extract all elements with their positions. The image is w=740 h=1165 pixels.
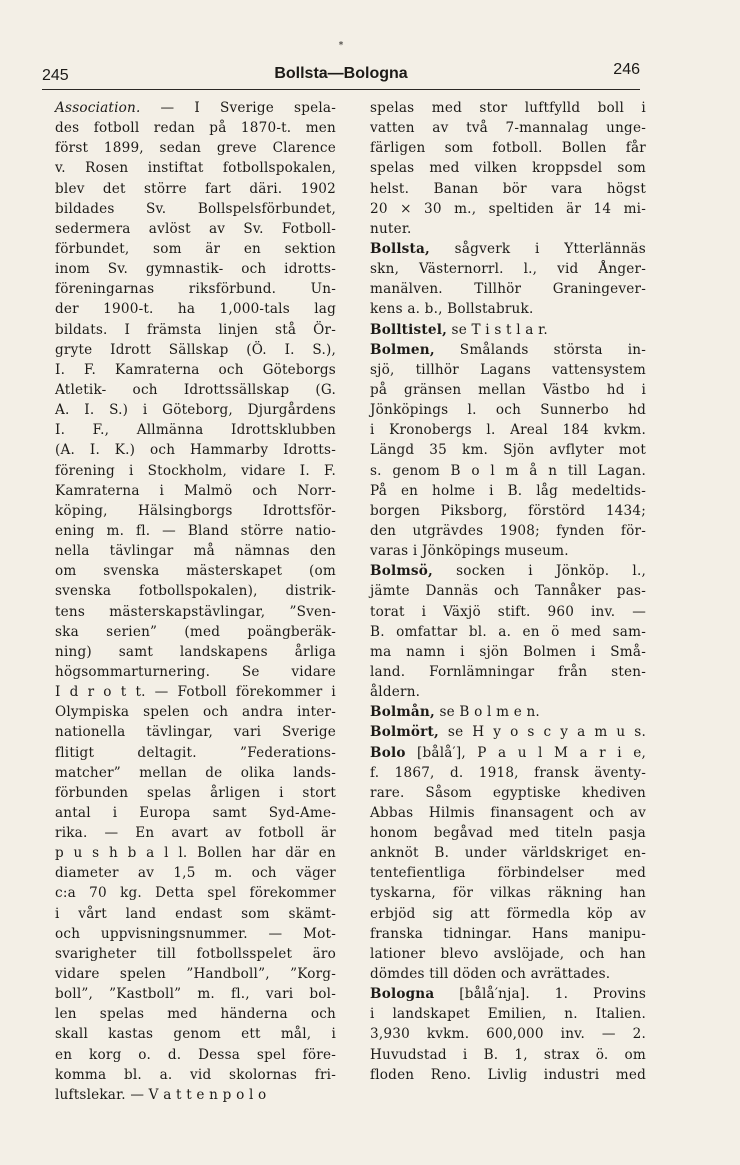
entry-headword: Bolmsö, xyxy=(370,563,433,580)
line-text: bildades Sv. Bollspelsförbundet, xyxy=(55,200,336,217)
line-text: des fotboll redan på 1870-t. men xyxy=(55,120,336,137)
text-line xyxy=(55,360,336,380)
line-text: anknöt B. under världskriget en- xyxy=(370,845,646,862)
text-line xyxy=(370,299,646,319)
text-line xyxy=(55,722,336,742)
text-line xyxy=(55,924,336,944)
text-line xyxy=(55,481,336,501)
entry-headword: Bolo xyxy=(370,744,406,761)
text-line xyxy=(370,420,646,440)
line-text: och uppvisningsnummer. — Mot- xyxy=(55,925,336,942)
text-line xyxy=(55,158,336,178)
text-line xyxy=(55,1004,336,1024)
line-text: spelas med vilken kroppsdel som xyxy=(370,160,646,177)
text-line xyxy=(370,783,646,803)
text-line xyxy=(55,682,336,702)
text-line xyxy=(370,320,646,340)
text-line xyxy=(370,722,646,742)
line-text: c:a 70 kg. Detta spel förekommer xyxy=(55,885,336,902)
line-text: i vårt land endast som skämt- xyxy=(55,905,336,922)
line-text: blev det större fart däri. 1902 xyxy=(55,180,336,197)
text-line xyxy=(370,461,646,481)
text-line xyxy=(55,219,336,239)
line-text: f. 1867, d. 1918, fransk äventy- xyxy=(370,764,646,781)
line-text: kens a. b., Bollstabruk. xyxy=(370,301,534,318)
line-text: land. Fornlämningar från sten- xyxy=(370,663,646,680)
line-text: föreningarnas riksförbund. Un- xyxy=(55,281,336,298)
text-line xyxy=(370,622,646,642)
text-line xyxy=(55,279,336,299)
text-line xyxy=(370,581,646,601)
line-text: skall kastas genom ett mål, i xyxy=(55,1026,336,1043)
text-line xyxy=(55,461,336,481)
line-text: sjö, tillhör Lagans vattensystem xyxy=(370,361,646,378)
text-line xyxy=(370,239,646,259)
text-line xyxy=(370,440,646,460)
entry-headword: Bologna xyxy=(370,986,435,1003)
line-text: nuter. xyxy=(370,220,412,237)
text-line xyxy=(370,179,646,199)
entry-headword: Bollsta, xyxy=(370,240,430,257)
line-text: jämte Dannäs och Tannåker pas- xyxy=(370,583,646,600)
line-text: floden Reno. Livlig industri med xyxy=(370,1066,646,1083)
text-line xyxy=(55,622,336,642)
line-text: matcher” mellan de olika lands- xyxy=(55,764,336,781)
line-text: manälven. Tillhör Graningever- xyxy=(370,281,646,298)
entry-headword: Bolltistel, xyxy=(370,321,448,338)
text-line xyxy=(370,602,646,622)
line-text: Längd 35 km. Sjön avflyter mot xyxy=(370,442,646,459)
line-text: en korg o. d. Dessa spel före- xyxy=(55,1046,336,1063)
text-line xyxy=(55,561,336,581)
line-text: se T i s t l a r. xyxy=(447,321,548,338)
text-line xyxy=(370,682,646,702)
text-line xyxy=(55,340,336,360)
text-line xyxy=(370,340,646,360)
line-text: tens mästerskapstävlingar, ”Sven- xyxy=(55,603,336,620)
line-text: spelas med stor luftfylld boll i xyxy=(370,100,646,116)
text-line xyxy=(55,541,336,561)
text-line xyxy=(55,380,336,400)
text-line xyxy=(55,823,336,843)
text-line xyxy=(55,521,336,541)
line-text: förening i Stockholm, vidare I. F. xyxy=(55,462,336,479)
right-column xyxy=(370,98,646,1085)
text-line xyxy=(55,904,336,924)
line-text: erbjöd sig att förmedla köp av xyxy=(370,905,646,922)
text-line xyxy=(370,279,646,299)
text-line xyxy=(55,964,336,984)
entry-headword: Bolmån, xyxy=(370,704,435,721)
line-text: ma namn i sjön Bolmen i Små- xyxy=(370,643,646,660)
text-line xyxy=(370,521,646,541)
entry-headword: Bolmört, xyxy=(370,724,439,741)
header-mark: * xyxy=(338,41,344,51)
line-text: borgen Piksborg, förstörd 1434; xyxy=(370,502,646,519)
line-text: se H y o s c y a m u s. xyxy=(438,724,646,741)
text-line xyxy=(55,662,336,682)
text-line xyxy=(370,199,646,219)
line-text: A. I. S.) i Göteborg, Djurgårdens xyxy=(55,402,336,419)
line-text: boll”, ”Kastboll” m. fl., vari bol- xyxy=(55,986,336,1003)
line-text: Abbas Hilmis finansagent och av xyxy=(370,804,646,821)
text-line xyxy=(370,98,646,118)
line-text: skn, Västernorrl. l., vid Ånger- xyxy=(370,261,646,278)
text-line xyxy=(55,320,336,340)
line-text: rika. — En avart av fotboll är xyxy=(55,825,336,842)
text-line xyxy=(370,501,646,521)
line-text: antal i Europa samt Syd-Ame- xyxy=(55,804,336,821)
line-text: v. Rosen instiftat fotbollspokalen, xyxy=(55,160,336,177)
line-text: åldern. xyxy=(370,684,421,701)
page-number-right: 246 xyxy=(613,61,640,78)
text-line xyxy=(55,501,336,521)
text-line xyxy=(370,380,646,400)
text-line xyxy=(55,239,336,259)
line-text: Olympiska spelen och andra inter- xyxy=(55,704,336,721)
text-line xyxy=(370,823,646,843)
line-text: ska serien” (med poängberäk- xyxy=(55,623,336,640)
text-line xyxy=(370,1045,646,1065)
text-line xyxy=(370,863,646,883)
line-text: på gränsen mellan Västbo hd i xyxy=(370,381,646,398)
line-text: förbundet, som är en sektion xyxy=(55,240,336,257)
line-text: Huvudstad i B. 1, strax ö. om xyxy=(370,1046,646,1063)
line-text: svenska fotbollspokalen), distrik- xyxy=(55,583,336,600)
entry-headword: Association. xyxy=(55,100,141,116)
line-text: (A. I. K.) och Hammarby Idrotts- xyxy=(55,442,336,459)
line-text: torat i Växjö stift. 960 inv. — xyxy=(370,603,646,620)
line-text: se B o l m e n. xyxy=(434,704,540,721)
line-text: ning) samt landskapens årliga xyxy=(55,643,336,660)
text-line xyxy=(370,1065,646,1085)
page-header xyxy=(42,41,640,90)
text-line xyxy=(370,481,646,501)
text-line xyxy=(370,904,646,924)
line-text: i Kronobergs l. Areal 184 kvkm. xyxy=(370,422,646,439)
line-text: bildats. I främsta linjen stå Ör- xyxy=(55,321,336,338)
text-line xyxy=(370,118,646,138)
text-line xyxy=(55,259,336,279)
line-text: vidare spelen ”Handboll”, ”Korg- xyxy=(55,966,336,983)
line-text: I. F. Kamraterna och Göteborgs xyxy=(55,361,336,378)
line-text: helst. Banan bör vara högst xyxy=(370,180,646,197)
line-text: nationella tävlingar, vari Sverige xyxy=(55,724,336,741)
text-line xyxy=(55,440,336,460)
line-text: svarigheter till fotbollsspelet äro xyxy=(55,945,336,962)
text-line xyxy=(55,299,336,319)
line-text: I d r o t t. — Fotboll förekommer i xyxy=(55,684,336,701)
line-text: komma bl. a. vid skolornas fri- xyxy=(55,1066,336,1083)
line-text: [bålå′], P a u l M a r i e, xyxy=(405,744,646,761)
line-text: socken i Jönköp. l., xyxy=(432,563,646,580)
line-text: gryte Idrott Sällskap (Ö. I. S.), xyxy=(55,341,336,358)
text-line xyxy=(370,763,646,783)
text-line xyxy=(370,964,646,984)
text-line xyxy=(370,1024,646,1044)
line-text: s. genom B o l m å n till Lagan. xyxy=(370,462,646,479)
entry-headword: Bolmen, xyxy=(370,341,435,358)
line-text: sågverk i Ytterlännäs xyxy=(429,240,646,257)
line-text: — I Sverige spela- xyxy=(140,100,336,116)
line-text: franska tidningar. Hans manipu- xyxy=(370,925,646,942)
line-text: 3,930 kvkm. 600,000 inv. — 2. xyxy=(370,1026,646,1043)
line-text: rare. Såsom egyptiske khediven xyxy=(370,784,646,801)
text-line xyxy=(370,259,646,279)
line-text: nella tävlingar må nämnas den xyxy=(55,543,336,560)
line-text: varas i Jönköpings museum. xyxy=(370,543,569,560)
text-line xyxy=(55,98,336,118)
text-line xyxy=(55,138,336,158)
text-line xyxy=(370,541,646,561)
left-column xyxy=(55,98,336,1105)
text-line xyxy=(55,1045,336,1065)
line-text: luftslekar. — V a t t e n p o l o xyxy=(55,1086,267,1103)
line-text: honom begåvad med titeln pasja xyxy=(370,825,646,842)
line-text: tentefientliga förbindelser med xyxy=(370,865,646,882)
text-line xyxy=(370,158,646,178)
line-text: Jönköpings l. och Sunnerbo hd xyxy=(370,402,646,419)
text-line xyxy=(370,883,646,903)
text-line xyxy=(370,924,646,944)
line-text: den utgrävdes 1908; fynden för- xyxy=(370,522,646,539)
text-line xyxy=(55,400,336,420)
text-line xyxy=(55,602,336,622)
line-text: Kamraterna i Malmö och Norr- xyxy=(55,482,336,499)
text-line xyxy=(370,803,646,823)
line-text: len spelas med händerna och xyxy=(55,1006,336,1023)
text-line xyxy=(55,420,336,440)
line-text: sedermera avlöst av Sv. Fotboll- xyxy=(55,220,336,237)
text-line xyxy=(370,702,646,722)
text-line xyxy=(55,1085,336,1105)
text-line xyxy=(55,863,336,883)
line-text: lationer blevo avslöjade, och han xyxy=(370,945,646,962)
text-line xyxy=(370,662,646,682)
text-line xyxy=(55,581,336,601)
line-text: i landskapet Emilien, n. Italien. xyxy=(370,1006,646,1023)
text-line xyxy=(55,199,336,219)
line-text: tyskarna, för vilkas räkning han xyxy=(370,885,646,902)
text-line xyxy=(370,944,646,964)
text-line xyxy=(370,400,646,420)
line-text: dömdes till döden och avrättades. xyxy=(370,966,611,983)
text-line xyxy=(55,984,336,1004)
text-line xyxy=(55,883,336,903)
text-line xyxy=(55,783,336,803)
line-text: 20 × 30 m., speltiden är 14 mi- xyxy=(370,200,646,217)
line-text: högsommarturnering. Se vidare xyxy=(55,663,336,680)
page-number-left: 245 xyxy=(42,67,69,84)
text-line xyxy=(55,1024,336,1044)
line-text: der 1900-t. ha 1,000-tals lag xyxy=(55,301,336,318)
text-line xyxy=(55,743,336,763)
text-line xyxy=(55,763,336,783)
text-line xyxy=(370,743,646,763)
text-line xyxy=(370,561,646,581)
line-text: först 1899, sedan greve Clarence xyxy=(55,140,336,157)
text-line xyxy=(370,1004,646,1024)
line-text: vatten av två 7-mannalag unge- xyxy=(370,120,646,137)
line-text: inom Sv. gymnastik- och idrotts- xyxy=(55,261,336,278)
line-text: ening m. fl. — Bland större natio- xyxy=(55,522,336,539)
line-text: Atletik- och Idrottssällskap (G. xyxy=(55,381,336,398)
line-text: färligen som fotboll. Bollen får xyxy=(370,140,646,157)
running-title: Bollsta—Bologna xyxy=(274,65,408,82)
text-line xyxy=(55,118,336,138)
line-text: förbunden spelas årligen i stort xyxy=(55,784,336,801)
text-line xyxy=(55,843,336,863)
text-line xyxy=(55,179,336,199)
text-line xyxy=(55,1065,336,1085)
text-line xyxy=(370,360,646,380)
text-line xyxy=(370,984,646,1004)
text-line xyxy=(55,702,336,722)
line-text: flitigt deltagit. ”Federations- xyxy=(55,744,336,761)
line-text: B. omfattar bl. a. en ö med sam- xyxy=(370,623,646,640)
line-text: I. F., Allmänna Idrottsklubben xyxy=(55,422,336,439)
text-line xyxy=(370,642,646,662)
line-text: [bålå′nja]. 1. Provins xyxy=(434,986,646,1003)
text-line xyxy=(55,642,336,662)
text-line xyxy=(370,138,646,158)
line-text: diameter av 1,5 m. och väger xyxy=(55,865,336,882)
text-line xyxy=(370,843,646,863)
line-text: om svenska mästerskapet (om xyxy=(55,563,336,580)
line-text: Smålands största in- xyxy=(434,341,646,358)
line-text: köping, Hälsingborgs Idrottsför- xyxy=(55,502,336,519)
text-line xyxy=(55,944,336,964)
text-line xyxy=(370,219,646,239)
line-text: p u s h b a l l. Bollen har där en xyxy=(55,845,336,862)
text-line xyxy=(55,803,336,823)
line-text: På en holme i B. låg medeltids- xyxy=(370,482,646,499)
